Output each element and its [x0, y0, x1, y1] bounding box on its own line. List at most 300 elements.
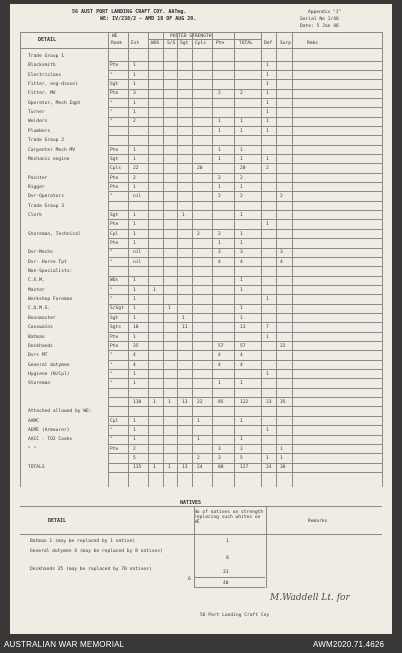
cell-total: 127 — [240, 465, 249, 471]
cell-cpl: 1 — [197, 437, 200, 443]
cell-detail: Mechanic engine — [28, 156, 70, 162]
natives-remarks-header: Remarks — [308, 519, 328, 524]
row-rule — [108, 135, 382, 136]
cell-est: 1 — [133, 381, 136, 387]
cell-total: 1 — [240, 128, 243, 134]
row-rule — [108, 89, 382, 90]
cell-est: 1 — [133, 334, 136, 340]
cell-pte: 3 — [218, 456, 221, 462]
cell-total: 1 — [240, 147, 243, 153]
row-rule — [108, 332, 382, 333]
cell-est: 4 — [133, 362, 136, 368]
cell-def: 24 — [266, 465, 272, 471]
column-rule — [177, 32, 178, 487]
cell-total: 1 — [240, 381, 243, 387]
cell-est: 1 — [133, 100, 136, 106]
cell-rank: Sgt — [110, 212, 119, 218]
cell-cpl: 2 — [197, 231, 200, 237]
cell-rank: Cpl — [110, 418, 119, 424]
col-ss-header: S/S — [167, 41, 176, 46]
cell-detail: Clerk — [28, 212, 42, 218]
serial-number: Serial No 1/46 — [300, 17, 339, 22]
col-cpl-header: Cpls — [195, 41, 207, 46]
row-rule — [108, 219, 382, 220]
cell-detail: TOTALS — [28, 465, 45, 471]
document-sheet — [10, 4, 392, 634]
cell-rank: " — [110, 437, 113, 443]
unit-title: 56 AUST PORT LANDING CRAFT COY. AATmg. — [72, 9, 187, 15]
cell-rank: " — [110, 371, 113, 377]
cell-rank: WOs — [110, 278, 119, 284]
cell-wos: 1 — [153, 465, 156, 471]
cell-detail: Dvrs MT — [28, 353, 48, 359]
cell-detail: Fitter, eng-diesel — [28, 82, 78, 88]
cell-pte: 1 — [218, 381, 221, 387]
cell-est: 1 — [133, 72, 136, 78]
row-rule — [108, 276, 382, 277]
cell-surp: 1 — [280, 456, 283, 462]
cell-surp: 36 — [280, 465, 286, 471]
cell-est: 1 — [133, 63, 136, 69]
column-rule — [292, 32, 293, 487]
cell-rank: Pte — [110, 241, 119, 246]
cell-est: 1 — [133, 147, 136, 153]
cell-total: 1 — [240, 278, 243, 284]
cell-ss: 1 — [168, 306, 171, 312]
cell-est: 1 — [133, 428, 136, 433]
column-rule — [108, 32, 109, 487]
cell-est: 22 — [133, 166, 139, 172]
cell-sgt: 1 — [182, 212, 185, 218]
cell-est: 2 — [133, 446, 136, 452]
cell-total: 1 — [240, 241, 243, 246]
cell-detail: AACC - TO2 Cooks — [28, 437, 73, 443]
cell-rank: " — [110, 100, 113, 106]
cell-detail: Turner — [28, 110, 45, 116]
cell-wos: 1 — [153, 287, 156, 293]
cell-pte: 3 — [218, 446, 221, 452]
cell-detail: Fitter, MV — [28, 91, 56, 97]
cell-rank: " — [110, 297, 113, 303]
cell-pte: 2 — [218, 91, 221, 97]
cell-total: 4 — [240, 362, 243, 368]
cell-rank: " — [110, 287, 113, 293]
row-rule — [108, 70, 382, 71]
cell-def: 1 — [266, 82, 269, 88]
col-surp-header: Surp — [280, 41, 292, 46]
column-rule — [148, 32, 149, 487]
natives-count-dockhands: 31 — [223, 570, 229, 575]
natives-row-batman: Batman 1 (may be replaced by 1 native) — [30, 539, 136, 544]
cell-rank: " — [110, 428, 113, 433]
cell-detail: AEME (Armourer) — [28, 428, 70, 433]
cell-surp: 3 — [280, 250, 283, 256]
cell-pte: 1 — [218, 119, 221, 125]
cell-sgt: 13 — [182, 399, 188, 405]
row-rule — [108, 322, 382, 323]
cell-def: 1 — [266, 91, 269, 97]
cell-est: 18 — [133, 325, 139, 331]
cell-total: 1 — [240, 437, 243, 443]
cell-detail: " " — [28, 446, 37, 452]
header-rule — [148, 39, 261, 40]
archive-caption-bar — [0, 637, 402, 653]
natives-count-header: No of natives on strength replacing such whites on WE — [194, 510, 264, 525]
column-rule — [261, 32, 262, 487]
cell-est: 1 — [133, 297, 136, 303]
cell-detail: General dutymen — [28, 362, 70, 368]
row-rule — [108, 257, 382, 258]
cell-total: 2 — [240, 175, 243, 181]
cell-rank: Sgt — [110, 315, 119, 321]
cell-def: 1 — [266, 119, 269, 125]
cell-cpl: 20 — [197, 166, 203, 172]
col-we-header: WE — [112, 34, 118, 39]
cell-detail: Dvr-Operators — [28, 194, 64, 200]
cell-est: 1 — [133, 222, 136, 228]
cell-rank: " — [110, 259, 113, 265]
cell-detail: Storeman — [28, 381, 51, 387]
cell-total: 1 — [240, 287, 243, 293]
natives-detail-header: DETAIL — [48, 518, 67, 524]
cell-surp: 4 — [280, 259, 283, 265]
cell-detail: Carpenter Mech MV — [28, 147, 76, 153]
cell-pte: 1 — [218, 184, 221, 190]
cell-detail: Blacksmith — [28, 63, 56, 69]
cell-surp: 35 — [280, 399, 286, 405]
cell-wos: 1 — [153, 399, 156, 405]
cell-def: 1 — [266, 100, 269, 106]
cell-def: 1 — [266, 334, 269, 340]
cell-detail: AAMC — [28, 418, 40, 424]
cell-detail: Storeman, Technical — [28, 231, 81, 237]
signature-unit-stamp: 56 Port Landing Craft Coy — [200, 613, 270, 618]
cell-detail: Trade Group 2 — [28, 138, 64, 144]
column-rule — [234, 32, 235, 487]
cell-detail: C.S.M. — [28, 278, 45, 284]
cell-cpl: 24 — [197, 465, 203, 471]
cell-pte: 4 — [218, 259, 221, 265]
cell-pte: 1 — [218, 156, 221, 162]
row-rule — [108, 285, 382, 286]
cell-est: 1 — [133, 110, 136, 116]
row-rule — [108, 98, 382, 99]
cell-rank: " — [110, 353, 113, 359]
row-rule — [108, 191, 382, 192]
row-rule — [108, 397, 382, 398]
column-rule — [382, 32, 383, 487]
row-rule — [108, 369, 382, 370]
cell-def: 1 — [266, 222, 269, 228]
cell-rank: " — [110, 72, 113, 78]
cell-est: 1 — [133, 241, 136, 246]
row-rule — [108, 444, 382, 445]
cell-def: 1 — [266, 128, 269, 134]
col-total-header: TOTAL — [239, 41, 253, 46]
column-rule — [276, 32, 277, 487]
row-rule — [108, 416, 382, 417]
row-rule — [108, 435, 382, 436]
cell-detail: Bosnmaster — [28, 315, 56, 321]
row-rule — [108, 453, 382, 454]
row-rule — [108, 173, 382, 174]
col-def-header: Def — [264, 41, 273, 46]
col-wos-header: WOS — [151, 41, 160, 46]
cell-rank: Sgt — [110, 82, 119, 88]
row-rule — [108, 79, 382, 80]
cell-surp: 2 — [280, 194, 283, 200]
cell-cpl: 22 — [197, 399, 203, 405]
cell-total: 2 — [240, 194, 243, 200]
row-rule — [108, 360, 382, 361]
cell-pte: 3 — [218, 250, 221, 256]
row-rule — [108, 61, 382, 62]
cell-detail: Trade Group 1 — [28, 54, 64, 59]
cell-total: 1 — [240, 306, 243, 312]
natives-count-batman: 1 — [226, 539, 229, 544]
col-pte-header: Pte — [216, 41, 225, 46]
cell-total: 4 — [240, 353, 243, 359]
col-est-header: Est — [131, 41, 140, 46]
natives-count-general-dutymen: 8 — [226, 556, 229, 561]
cell-cpl: 1 — [197, 418, 200, 424]
cell-pte: 2 — [218, 175, 221, 181]
cell-est: 4 — [133, 353, 136, 359]
cell-rank: Pte — [110, 343, 119, 349]
cell-detail: Batman — [28, 334, 45, 340]
we-reference: WE: IV/238/2 - AMD 18 OF AUG 20. — [100, 16, 197, 22]
cell-rank: " — [110, 194, 113, 200]
col-rank-header: Rank — [111, 41, 123, 46]
cell-est: nil — [133, 250, 142, 256]
cell-est: 2 — [133, 119, 136, 125]
cell-detail: Coxswains — [28, 325, 53, 331]
cell-detail: Dockhands — [28, 343, 53, 349]
cell-rank: Sgt — [110, 156, 119, 162]
row-rule — [108, 304, 382, 305]
cell-rank: " — [110, 250, 113, 256]
row-rule — [108, 145, 382, 146]
appendix-label: Appendix "J" — [308, 10, 342, 15]
cell-rank: " — [110, 362, 113, 368]
cell-cpl: 2 — [197, 456, 200, 462]
cell-total: 122 — [240, 399, 249, 405]
cell-def: 1 — [266, 371, 269, 377]
row-rule — [108, 388, 382, 389]
row-rule — [108, 378, 382, 379]
cell-est: nil — [133, 194, 142, 200]
cell-rank: Pte — [110, 184, 119, 190]
cell-ss: 1 — [168, 465, 171, 471]
cell-pte: 4 — [218, 362, 221, 368]
row-rule — [108, 341, 382, 342]
cell-est: 1 — [133, 418, 136, 424]
natives-side-number: 6 — [188, 577, 191, 582]
cell-est: 1 — [133, 371, 136, 377]
column-rule — [163, 32, 164, 487]
cell-def: 1 — [266, 110, 269, 116]
cell-total: 1 — [240, 315, 243, 321]
row-rule — [108, 294, 382, 295]
cell-est: 1 — [133, 156, 136, 162]
row-rule — [108, 313, 382, 314]
row-rule — [108, 463, 382, 464]
header-rule — [20, 32, 382, 33]
cell-est: 1 — [133, 437, 136, 443]
cell-def: 1 — [266, 456, 269, 462]
row-rule — [108, 117, 382, 118]
cell-total: 3 — [240, 446, 243, 452]
cell-rank: Pte — [110, 446, 119, 452]
natives-row-general-dutymen: General dutymen 4 (may be replaced by 8 natives) — [30, 549, 163, 554]
row-rule — [108, 126, 382, 127]
cell-est: nil — [133, 259, 142, 265]
cell-detail: Non-Specialists: — [28, 269, 73, 275]
cell-rank: Pte — [110, 334, 119, 340]
cell-def: 1 — [266, 63, 269, 69]
row-rule — [108, 350, 382, 351]
cell-pte: 2 — [218, 194, 221, 200]
column-rule — [192, 32, 193, 487]
cell-sgt: 11 — [182, 325, 188, 331]
cell-est: 110 — [133, 399, 142, 405]
column-rule — [128, 32, 129, 487]
row-rule — [108, 229, 382, 230]
cell-pte: 88 — [218, 465, 224, 471]
cell-rank: " — [110, 119, 113, 125]
document-date: Date: 5 Jan 46 — [300, 24, 339, 29]
cell-detail: Dvr-Mechs — [28, 250, 53, 256]
cell-est: 2 — [133, 175, 136, 181]
row-rule — [108, 238, 382, 239]
cell-pte: 1 — [218, 147, 221, 153]
cell-est: 1 — [133, 278, 136, 284]
header-rule — [20, 48, 382, 49]
row-rule — [108, 248, 382, 249]
cell-rank: Cpl — [110, 231, 119, 237]
row-rule — [108, 210, 382, 211]
cell-pte: 2 — [218, 231, 221, 237]
archive-reference: AWM2020.71.4626 — [313, 640, 385, 649]
table-left-rule — [20, 32, 21, 487]
cell-pte: 85 — [218, 399, 224, 405]
cell-surp: 22 — [280, 343, 286, 349]
cell-total: 4 — [240, 259, 243, 265]
cell-rank: Pte — [110, 147, 119, 153]
cell-def: 2 — [266, 166, 269, 172]
cell-est: 5 — [133, 456, 136, 462]
col-detail-header: DETAIL — [38, 37, 57, 43]
handwritten-signature: M.Waddell Lt. for — [270, 593, 350, 603]
cell-detail: Welders — [28, 119, 48, 125]
cell-detail: Trade Group 3 — [28, 203, 64, 209]
cell-detail: Electricians — [28, 72, 62, 78]
cell-def: 1 — [266, 428, 269, 433]
cell-def: 1 — [266, 156, 269, 162]
cell-total: 3 — [240, 250, 243, 256]
cell-rank: Pte — [110, 175, 119, 181]
cell-est: 115 — [133, 465, 142, 471]
natives-title: NATIVES — [180, 500, 202, 506]
cell-rank: Sgts — [110, 325, 122, 331]
row-rule — [108, 266, 382, 267]
cell-detail: Operator, Mech Eqpt — [28, 100, 81, 106]
cell-total: 1 — [240, 184, 243, 190]
cell-est: 1 — [133, 82, 136, 88]
cell-pte: 4 — [218, 353, 221, 359]
cell-rank: Pte — [110, 63, 119, 69]
cell-detail: Painter — [28, 175, 48, 181]
cell-sgt: 1 — [182, 315, 185, 321]
row-rule — [108, 201, 382, 202]
cell-sgt: 13 — [182, 465, 188, 471]
cell-total: 1 — [240, 231, 243, 237]
cell-detail: Hygiene (N/Cpl) — [28, 371, 70, 377]
cell-detail: Plumbers — [28, 128, 51, 134]
cell-est: 1 — [133, 231, 136, 237]
cell-est: 1 — [133, 315, 136, 321]
row-rule — [108, 425, 382, 426]
cell-def: 1 — [266, 72, 269, 78]
cell-detail: Workshop Foreman — [28, 297, 73, 303]
cell-detail: Dvr- Horse Tpt — [28, 259, 67, 265]
cell-total: 1 — [240, 212, 243, 218]
cell-pte: 1 — [218, 128, 221, 134]
col-sgt-header: Sgt — [180, 41, 189, 46]
cell-total: 20 — [240, 166, 246, 172]
cell-est: 35 — [133, 343, 139, 349]
cell-ss: 1 — [168, 399, 171, 405]
cell-def: 23 — [266, 399, 272, 405]
cell-est: 3 — [133, 91, 136, 97]
row-rule — [108, 163, 382, 164]
cell-total: 57 — [240, 343, 246, 349]
archive-name: AUSTRALIAN WAR MEMORIAL — [4, 640, 125, 649]
cell-total: 1 — [240, 119, 243, 125]
cell-rank: Pte — [110, 222, 119, 228]
cell-total: 2 — [240, 91, 243, 97]
column-rule — [212, 32, 213, 487]
posted-strength-header: POSTED STRENGTH — [170, 34, 212, 39]
cell-rank: " — [110, 381, 113, 387]
cell-total: 1 — [240, 418, 243, 424]
cell-rank: " — [110, 110, 113, 116]
cell-total: 1 — [240, 156, 243, 162]
cell-detail: Rigger — [28, 184, 45, 190]
row-rule — [108, 472, 382, 473]
cell-est: 1 — [133, 184, 136, 190]
col-remarks-header: Rmks — [307, 41, 319, 46]
cell-detail: Attached allowed by WE: — [28, 409, 92, 415]
cell-def: 7 — [266, 325, 269, 331]
natives-total: 40 — [223, 581, 229, 586]
row-rule — [108, 154, 382, 155]
cell-pte: 1 — [218, 241, 221, 246]
row-rule — [108, 406, 382, 407]
row-rule — [108, 107, 382, 108]
cell-total: 11 — [240, 325, 246, 331]
cell-rank: S/Sgt — [110, 306, 124, 312]
row-rule — [108, 182, 382, 183]
cell-pte: 57 — [218, 343, 224, 349]
cell-detail: Master — [28, 287, 45, 293]
cell-def: 1 — [266, 297, 269, 303]
cell-est: 1 — [133, 306, 136, 312]
cell-rank: Cpls — [110, 166, 122, 172]
cell-est: 1 — [133, 212, 136, 218]
cell-total: 5 — [240, 456, 243, 462]
natives-row-dockhands: Dockhands 35 (may be replaced by 70 natives) — [30, 567, 152, 572]
